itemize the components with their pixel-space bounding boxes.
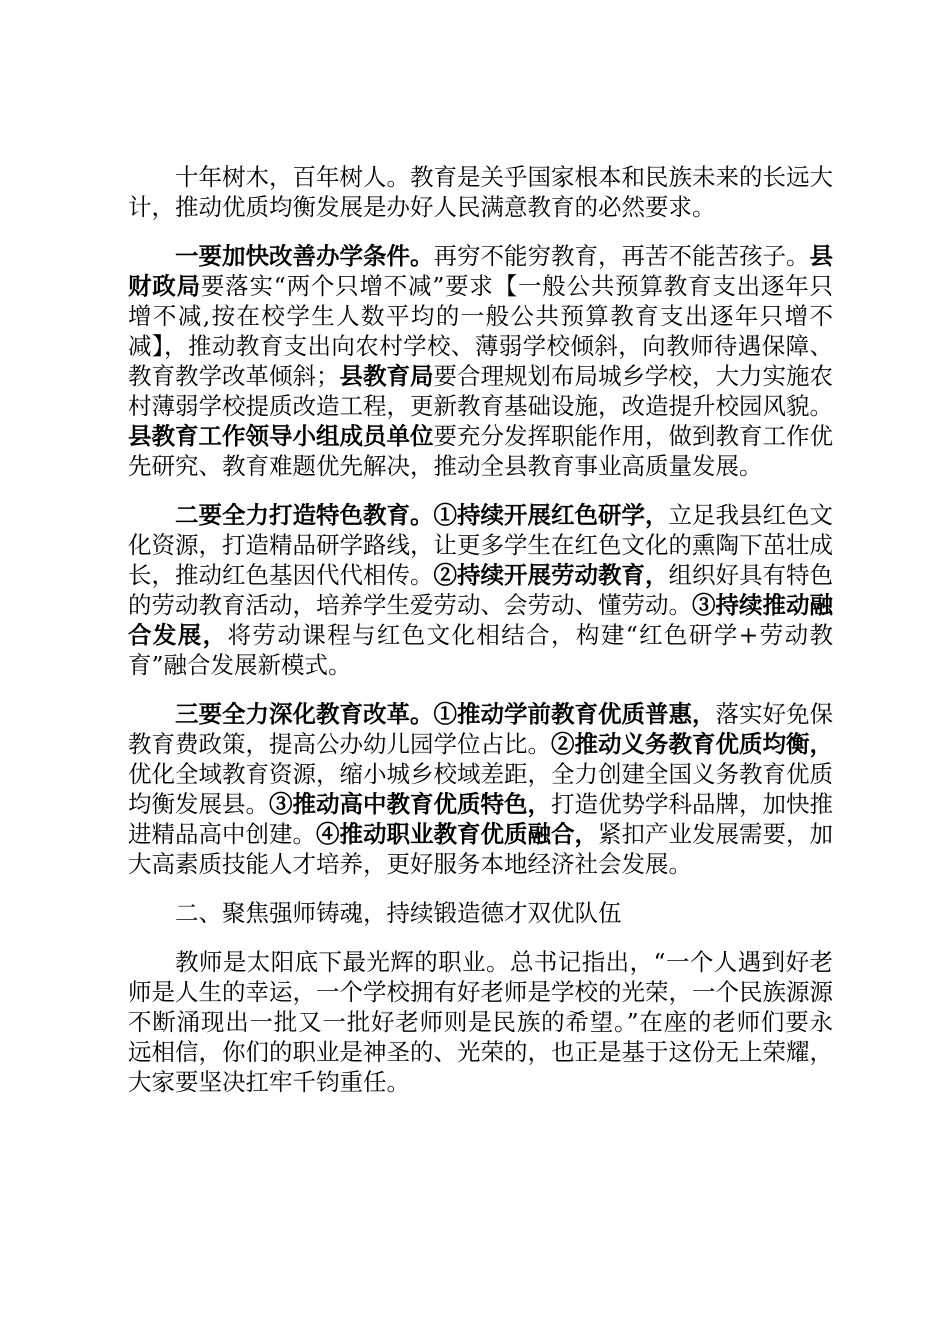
text-segment: 十年树木，百年树人。教育是关乎国家根本和民族未来的长远大计，推动优质均衡发展是办好人民满意教育的必然要求。 <box>128 163 833 221</box>
bold-department-segment: 县财政局 <box>128 242 833 300</box>
section-heading <box>128 898 833 928</box>
bold-heading-segment: 二要全力打造特色教育。①持续开展红色研学， <box>175 501 669 529</box>
bold-department-segment: 县教育工作领导小组成员单位 <box>128 422 434 450</box>
bold-item-segment: ④推动职业教育优质融合， <box>316 820 598 848</box>
text-segment: 紧扣产业发展需要，加大高素质技能人才培养，更好服务本地经济社会发展。 <box>128 820 833 878</box>
bold-item-segment: ③推动高中教育优质特色， <box>269 790 551 818</box>
text-segment: 优化全域教育资源，缩小城乡校域差距，全力创建全国义务教育优质均衡发展县。 <box>128 760 833 818</box>
bold-item-segment: ②持续开展劳动教育， <box>433 561 669 589</box>
bold-heading-segment: 三要全力深化教育改革。①推动学前教育优质普惠， <box>175 700 716 728</box>
document-page <box>128 162 833 1116</box>
text-segment: 要落实“两个只增不减”要求【一般公共预算教育支出逐年只增不减,按在校学生人数平均的一般公共预算教育支出逐年只增不减】，推动教育支出向农村学校、薄弱学校倾斜，向教师待遇保障、教育教学改革倾斜； <box>128 272 834 390</box>
paragraph-intro <box>128 162 833 222</box>
section-heading-text: 二、聚焦强师铸魂，持续锻造德才双优队伍 <box>175 899 622 927</box>
bold-department-segment: 县教育局 <box>339 362 434 390</box>
text-segment: 将劳动课程与红色文化相结合，构建“红色研学+劳动教育”融合发展新模式。 <box>128 621 833 679</box>
text-segment: 教师是太阳底下最光辉的职业。总书记指出，“一个人遇到好老师是人生的幸运，一个学校拥有好老师是学校的光荣，一个民族源源不断涌现出一批又一批好老师则是民族的希望。”在座的老师们要永远相信，你们的职业是神圣的、光荣的，也正是基于这份无上荣耀，大家要坚决扛牢千钧重任。 <box>128 948 833 1096</box>
text-segment: 组织好具有特色的劳动教育活动，培养学生爱劳动、会劳动、懂劳动。 <box>128 561 833 619</box>
paragraph-education-reform <box>128 699 833 879</box>
paragraph-school-conditions <box>128 241 833 481</box>
text-segment: 打造优势学科品牌，加快推进精品高中创建。 <box>128 790 833 848</box>
paragraph-teachers <box>128 947 833 1097</box>
bold-item-segment: ②推动义务教育优质均衡， <box>551 730 833 758</box>
text-segment: 立足我县红色文化资源，打造精品研学路线，让更多学生在红色文化的熏陶下茁壮成长，推动红色基因代代相传。 <box>128 501 833 589</box>
text-segment: 落实好免保教育费政策，提高公办幼儿园学位占比。 <box>128 700 833 758</box>
text-segment: 要合理规划布局城乡学校，大力实施农村薄弱学校提质改造工程，更新教育基础设施，改造提升校园风貌。 <box>128 362 833 420</box>
paragraph-featured-education <box>128 500 833 680</box>
text-segment: 要充分发挥职能作用，做到教育工作优先研究、教育难题优先解决，推动全县教育事业高质量发展。 <box>128 422 833 480</box>
bold-item-segment: ③持续推动融合发展， <box>128 591 833 649</box>
text-segment: 再穷不能穷教育，再苦不能苦孩子。 <box>433 242 810 270</box>
bold-heading-segment: 一要加快改善办学条件。 <box>175 242 434 270</box>
